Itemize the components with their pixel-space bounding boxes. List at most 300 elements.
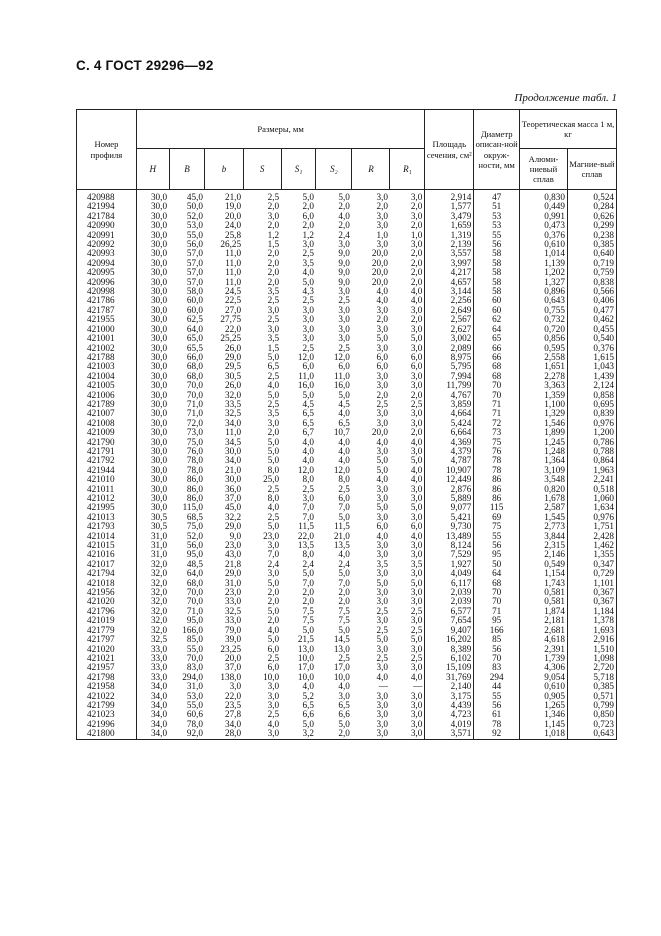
table-cell: 2,0	[390, 391, 425, 400]
table-cell: 30,0	[150, 465, 168, 475]
table-cell: 58	[474, 249, 520, 258]
table-cell: 0,905	[520, 692, 568, 701]
table-cell: 48,5	[186, 559, 203, 569]
table-cell: 1,359	[520, 391, 568, 400]
table-cell: 3,479	[425, 212, 474, 221]
table-cell: 5,0	[390, 635, 425, 644]
table-cell: 2,0	[267, 221, 280, 231]
table-cell: 0,759	[567, 268, 616, 277]
table-cell: 9,0	[338, 277, 350, 287]
table-cell: 1,060	[567, 494, 616, 503]
table-cell: 3,5	[390, 560, 425, 569]
table-cell: 8,975	[425, 353, 474, 362]
table-cell: 421790	[77, 438, 137, 447]
table-cell: 75,0	[186, 522, 203, 532]
table-cell: 4,0	[390, 532, 425, 541]
table-cell: 27,75	[220, 315, 242, 325]
table-cell: 3,548	[520, 475, 568, 484]
col-header-sizes: Размеры, мм	[136, 110, 424, 149]
table-row	[77, 315, 617, 324]
table-cell: 421012	[77, 494, 137, 503]
table-cell: 95	[474, 550, 520, 559]
table-cell: 2,5	[267, 296, 280, 306]
table-cell: 25,8	[224, 230, 242, 240]
table-cell: 33,0	[150, 653, 168, 663]
table-row	[77, 645, 617, 654]
table-cell: 2,0	[338, 588, 350, 598]
table-cell: 421792	[77, 456, 137, 465]
table-cell: 66	[474, 344, 520, 353]
table-cell: 95,0	[186, 550, 203, 560]
table-cell: 6,7	[302, 428, 314, 438]
table-cell: 1,2	[267, 230, 280, 240]
table-cell: 30,0	[150, 475, 168, 485]
table-cell: 0,385	[567, 682, 616, 691]
table-cell: 3,0	[390, 409, 425, 418]
table-cell: 3,0	[376, 644, 388, 654]
table-cell: 72	[474, 419, 520, 428]
table-cell: 66	[474, 353, 520, 362]
table-cell: 73	[474, 428, 520, 437]
table-cell: 56	[474, 645, 520, 654]
table-cell: 60	[474, 296, 520, 305]
table-cell: 30,0	[150, 202, 168, 212]
table-cell: 2,0	[267, 428, 280, 438]
table-cell: 30,0	[150, 503, 168, 513]
table-cell: 8,0	[338, 475, 350, 485]
table-cell: 1,678	[520, 494, 568, 503]
table-cell: 29,0	[224, 522, 242, 532]
table-cell: 30,0	[150, 409, 168, 419]
table-cell: 0,732	[520, 315, 568, 324]
table-cell: 2,681	[520, 626, 568, 635]
table-cell: 30,0	[150, 305, 168, 315]
table-cell: 32,0	[150, 559, 168, 569]
table-cell: 2,0	[376, 315, 388, 325]
table-cell: 58	[474, 278, 520, 287]
table-cell: 78	[474, 456, 520, 465]
table-cell: 71	[474, 400, 520, 409]
table-cell: 421018	[77, 579, 137, 588]
table-cell: 2,0	[267, 588, 280, 598]
table-cell: 3,0	[390, 541, 425, 550]
table-cell: 3,0	[390, 212, 425, 221]
table-cell: 2,124	[567, 381, 616, 390]
table-cell: 0,462	[567, 315, 616, 324]
table-cell: 3,0	[338, 305, 350, 315]
table-cell: 0,238	[567, 231, 616, 240]
table-cell: 294,0	[182, 672, 203, 682]
table-cell: 65,0	[186, 334, 203, 344]
table-cell: 10,7	[333, 428, 350, 438]
table-cell: 6,0	[338, 494, 350, 503]
table-cell: 421008	[77, 419, 137, 428]
table-cell: 32,0	[150, 616, 168, 626]
table-cell: 7,994	[425, 372, 474, 381]
table-cell: 30,0	[150, 381, 168, 391]
table-cell: 65	[474, 334, 520, 343]
table-row	[77, 391, 617, 400]
table-cell: 2,5	[267, 512, 280, 522]
table-cell: 12,0	[297, 465, 314, 475]
table-cell: 3,5	[302, 258, 314, 268]
table-cell: 53,0	[186, 691, 203, 701]
table-cell: 6,5	[302, 409, 314, 419]
table-row	[77, 372, 617, 381]
table-cell: 3,0	[390, 419, 425, 428]
table-row	[77, 588, 617, 597]
table-cell: 3,0	[390, 325, 425, 334]
table-cell: 70,0	[186, 381, 203, 391]
table-row	[77, 654, 617, 663]
col-header-S: S	[243, 149, 281, 190]
table-row	[77, 268, 617, 277]
table-cell: 23,5	[224, 700, 242, 710]
table-cell: 0,540	[567, 334, 616, 343]
table-cell: 50	[474, 560, 520, 569]
table-cell: 70	[474, 654, 520, 663]
col-header-magnesium: Магние-вый сплав	[567, 149, 616, 190]
table-cell: 0,626	[567, 212, 616, 221]
table-cell: 11,0	[225, 428, 242, 438]
table-cell: 1,319	[425, 231, 474, 240]
table-cell: 20,0	[224, 211, 242, 221]
table-row	[77, 616, 617, 625]
table-cell: 3,109	[520, 466, 568, 475]
table-cell: 4,787	[425, 456, 474, 465]
table-cell: 2,5	[376, 625, 388, 635]
table-cell: 32,0	[150, 588, 168, 598]
table-cell: 4,3	[302, 287, 314, 297]
table-cell: 1,659	[425, 221, 474, 230]
table-cell: 421007	[77, 409, 137, 418]
table-cell: 6,5	[338, 418, 350, 428]
table-cell: 1,200	[567, 428, 616, 437]
table-cell: 0,850	[567, 710, 616, 719]
table-cell: 421004	[77, 372, 137, 381]
table-cell: 20,0	[371, 249, 388, 259]
table-cell: 55	[474, 231, 520, 240]
table-row	[77, 409, 617, 418]
table-cell: 32,0	[150, 625, 168, 635]
table-cell: 4,0	[376, 287, 388, 297]
table-cell: 76,0	[186, 446, 203, 456]
table-cell: 78	[474, 720, 520, 729]
table-cell: 0,976	[567, 513, 616, 522]
table-cell: 86,0	[186, 494, 203, 503]
table-cell: 5,0	[338, 719, 350, 729]
table-cell: 3,0	[376, 240, 388, 250]
table-cell: 2,5	[390, 400, 425, 409]
table-cell: 421010	[77, 475, 137, 484]
table-cell: 0,838	[567, 278, 616, 287]
table-cell: 5,0	[267, 635, 280, 645]
table-cell: 1,355	[567, 550, 616, 559]
table-cell: 45,0	[186, 192, 203, 202]
table-cell: 421015	[77, 541, 137, 550]
table-cell: 70,0	[186, 653, 203, 663]
table-cell: 1,439	[567, 372, 616, 381]
table-cell: 0,720	[520, 325, 568, 334]
table-cell: 5,0	[338, 192, 350, 202]
table-cell: 68,0	[186, 362, 203, 372]
table-cell: 25,0	[263, 475, 280, 485]
table-cell: 13,0	[297, 644, 314, 654]
table-cell: 4,0	[338, 409, 350, 419]
table-cell: 4,0	[267, 381, 280, 391]
table-cell: 8,0	[302, 550, 314, 560]
table-cell: 2,039	[425, 588, 474, 597]
table-cell: 421799	[77, 701, 137, 710]
table-cell: 37,0	[224, 494, 242, 503]
table-cell: 0,719	[567, 259, 616, 268]
table-cell: 0,299	[567, 221, 616, 230]
table-cell: 421958	[77, 682, 137, 691]
table-cell: 0,385	[567, 240, 616, 249]
table-row	[77, 503, 617, 512]
table-cell: 70	[474, 381, 520, 390]
table-cell: 78,0	[186, 719, 203, 729]
table-cell: 3,0	[338, 334, 350, 344]
table-cell: 30,0	[150, 268, 168, 278]
table-cell: 7,529	[425, 550, 474, 559]
table-cell: 420993	[77, 249, 137, 258]
table-cell: 2,391	[520, 645, 568, 654]
table-cell: 421996	[77, 720, 137, 729]
table-cell: 420994	[77, 259, 137, 268]
table-cell: 30,0	[150, 428, 168, 438]
table-cell: 420992	[77, 240, 137, 249]
table-row	[77, 190, 617, 203]
col-header-B: B	[169, 149, 205, 190]
table-cell: 30,0	[150, 334, 168, 344]
table-row	[77, 579, 617, 588]
table-cell: 32,5	[224, 606, 242, 616]
table-cell: 26,25	[220, 240, 242, 250]
table-row	[77, 532, 617, 541]
table-row	[77, 259, 617, 268]
table-row	[77, 682, 617, 691]
table-cell: 3,0	[376, 512, 388, 522]
table-cell: 421006	[77, 391, 137, 400]
table-cell: 1,139	[520, 259, 568, 268]
table-cell: 2,5	[390, 626, 425, 635]
table-cell: 3,0	[390, 372, 425, 381]
table-cell: 4,439	[425, 701, 474, 710]
table-cell: 34,0	[150, 710, 168, 720]
table-cell: 21,0	[333, 531, 350, 541]
table-cell: 2,773	[520, 522, 568, 531]
table-cell: 0,799	[567, 701, 616, 710]
table-cell: 53	[474, 212, 520, 221]
table-cell: 3,0	[390, 729, 425, 739]
table-cell: 421019	[77, 616, 137, 625]
table-cell: 4,0	[390, 287, 425, 296]
table-cell: 22,5	[224, 296, 242, 306]
table-row	[77, 231, 617, 240]
table-cell: 34,0	[224, 456, 242, 466]
table-cell: 9,407	[425, 626, 474, 635]
table-cell: 7,0	[302, 512, 314, 522]
table-cell: 1,098	[567, 654, 616, 663]
table-cell: 10,0	[297, 653, 314, 663]
table-cell: 4,5	[338, 399, 350, 409]
table-cell: 36,0	[224, 484, 242, 494]
table-cell: 420991	[77, 231, 137, 240]
table-row	[77, 278, 617, 287]
table-cell: 1,751	[567, 522, 616, 531]
table-row	[77, 569, 617, 578]
table-cell: 30,0	[150, 192, 168, 202]
table-cell: 1,693	[567, 626, 616, 635]
table-cell: 3,0	[390, 588, 425, 597]
table-cell: 44	[474, 682, 520, 691]
table-cell: 5,0	[302, 277, 314, 287]
table-cell: 92,0	[169, 729, 205, 739]
table-cell: 421779	[77, 626, 137, 635]
table-cell: 32,0	[224, 390, 242, 400]
table-cell: 421944	[77, 466, 137, 475]
table-cell: 6,577	[425, 607, 474, 616]
table-cell: 9,0	[338, 258, 350, 268]
table-cell: 9,730	[425, 522, 474, 531]
table-cell: 421995	[77, 503, 137, 512]
table-cell: 58	[474, 268, 520, 277]
table-cell: 4,0	[376, 437, 388, 447]
table-cell: 30,0	[150, 456, 168, 466]
table-cell: 421784	[77, 212, 137, 221]
table-cell: 421794	[77, 569, 137, 578]
table-cell: 421791	[77, 447, 137, 456]
table-cell: 421793	[77, 522, 137, 531]
table-cell: 2,0	[338, 221, 350, 231]
table-cell: 2,139	[425, 240, 474, 249]
table-cell: 58	[474, 259, 520, 268]
table-cell: 1,651	[520, 362, 568, 371]
table-cell: 16,0	[333, 381, 350, 391]
table-cell: 5,0	[338, 569, 350, 579]
table-row	[77, 626, 617, 635]
table-cell: 17,0	[297, 663, 314, 673]
table-cell: 30,0	[150, 296, 168, 306]
page-header: С. 4 ГОСТ 29296—92	[76, 58, 214, 73]
table-cell: 33,0	[224, 616, 242, 626]
table-cell: 69	[474, 513, 520, 522]
table-cell: 2,558	[520, 353, 568, 362]
table-cell: 2,5	[376, 606, 388, 616]
table-cell: 6,0	[338, 362, 350, 372]
table-cell: 2,428	[567, 532, 616, 541]
table-cell: 0,367	[567, 597, 616, 606]
table-cell: 0,896	[520, 287, 568, 296]
table-cell: 0,518	[567, 485, 616, 494]
table-cell: 4,369	[425, 438, 474, 447]
table-row	[77, 456, 617, 465]
table-cell: 17,0	[333, 663, 350, 673]
table-cell: 4,0	[338, 682, 350, 692]
table-cell: 3,997	[425, 259, 474, 268]
table-cell: 0,820	[520, 485, 568, 494]
table-cell: 70	[474, 391, 520, 400]
table-cell: 1,615	[567, 353, 616, 362]
table-cell: 71	[474, 409, 520, 418]
table-cell: 6,5	[267, 362, 280, 372]
table-cell: 421014	[77, 532, 137, 541]
table-cell: 3,0	[338, 691, 350, 701]
table-row	[77, 673, 617, 682]
table-cell: 2,0	[302, 221, 314, 231]
table-cell: 39,0	[224, 635, 242, 645]
table-cell: 2,5	[302, 249, 314, 259]
table-cell: 421001	[77, 334, 137, 343]
table-cell: 5,0	[267, 390, 280, 400]
table-cell: 6,0	[267, 644, 280, 654]
table-cell: 32,5	[224, 409, 242, 419]
table-cell: 92	[474, 729, 520, 739]
table-cell: 30,0	[150, 362, 168, 372]
table-cell: 34,0	[136, 729, 169, 739]
table-cell: 2,181	[520, 616, 568, 625]
table-cell: 5,0	[390, 503, 425, 512]
table-cell: 420988	[77, 190, 137, 203]
table-cell: 3,0	[338, 287, 350, 297]
table-cell: 4,0	[302, 446, 314, 456]
table-row	[77, 720, 617, 729]
table-row	[77, 485, 617, 494]
table-cell: 30,0	[150, 446, 168, 456]
table-cell: 1,043	[567, 362, 616, 371]
table-cell: 22,0	[297, 531, 314, 541]
table-cell: 60,0	[186, 305, 203, 315]
table-cell: 70,0	[186, 597, 203, 607]
table-cell: 62	[474, 315, 520, 324]
table-cell: 5,0	[267, 437, 280, 447]
table-cell: 3,0	[390, 190, 425, 203]
table-cell: 2,5	[267, 371, 280, 381]
table-cell: 1,963	[567, 466, 616, 475]
table-cell: 3,0	[302, 324, 314, 334]
table-cell: 1,546	[520, 419, 568, 428]
table-cell: 2,4	[267, 559, 280, 569]
table-cell: 55,0	[186, 230, 203, 240]
table-cell: 3,844	[520, 532, 568, 541]
table-row	[77, 400, 617, 409]
table-row	[77, 212, 617, 221]
table-cell: 64	[474, 569, 520, 578]
table-cell: 1,378	[567, 616, 616, 625]
table-cell: 3,5	[376, 559, 388, 569]
table-cell: 0,786	[567, 438, 616, 447]
table-cell: 16,202	[425, 635, 474, 644]
table-cell: 30,0	[150, 230, 168, 240]
table-cell: 60,6	[186, 710, 203, 720]
table-cell: 30,0	[150, 399, 168, 409]
table-cell: 2,5	[376, 653, 388, 663]
table-cell: 4,019	[425, 720, 474, 729]
table-cell: 75,0	[186, 437, 203, 447]
table-cell: 3,0	[267, 700, 280, 710]
table-cell: 30,0	[150, 371, 168, 381]
table-cell: 27,8	[224, 710, 242, 720]
table-cell: 5,0	[390, 579, 425, 588]
table-cell: 4,0	[390, 673, 425, 682]
table-cell: 3,0	[267, 691, 280, 701]
table-continuation-label: Продолжение табл. 1	[514, 92, 617, 104]
table-cell: 421005	[77, 381, 137, 390]
table-cell: 5,0	[302, 719, 314, 729]
table-cell: 421994	[77, 202, 137, 211]
table-cell: 421022	[77, 692, 137, 701]
